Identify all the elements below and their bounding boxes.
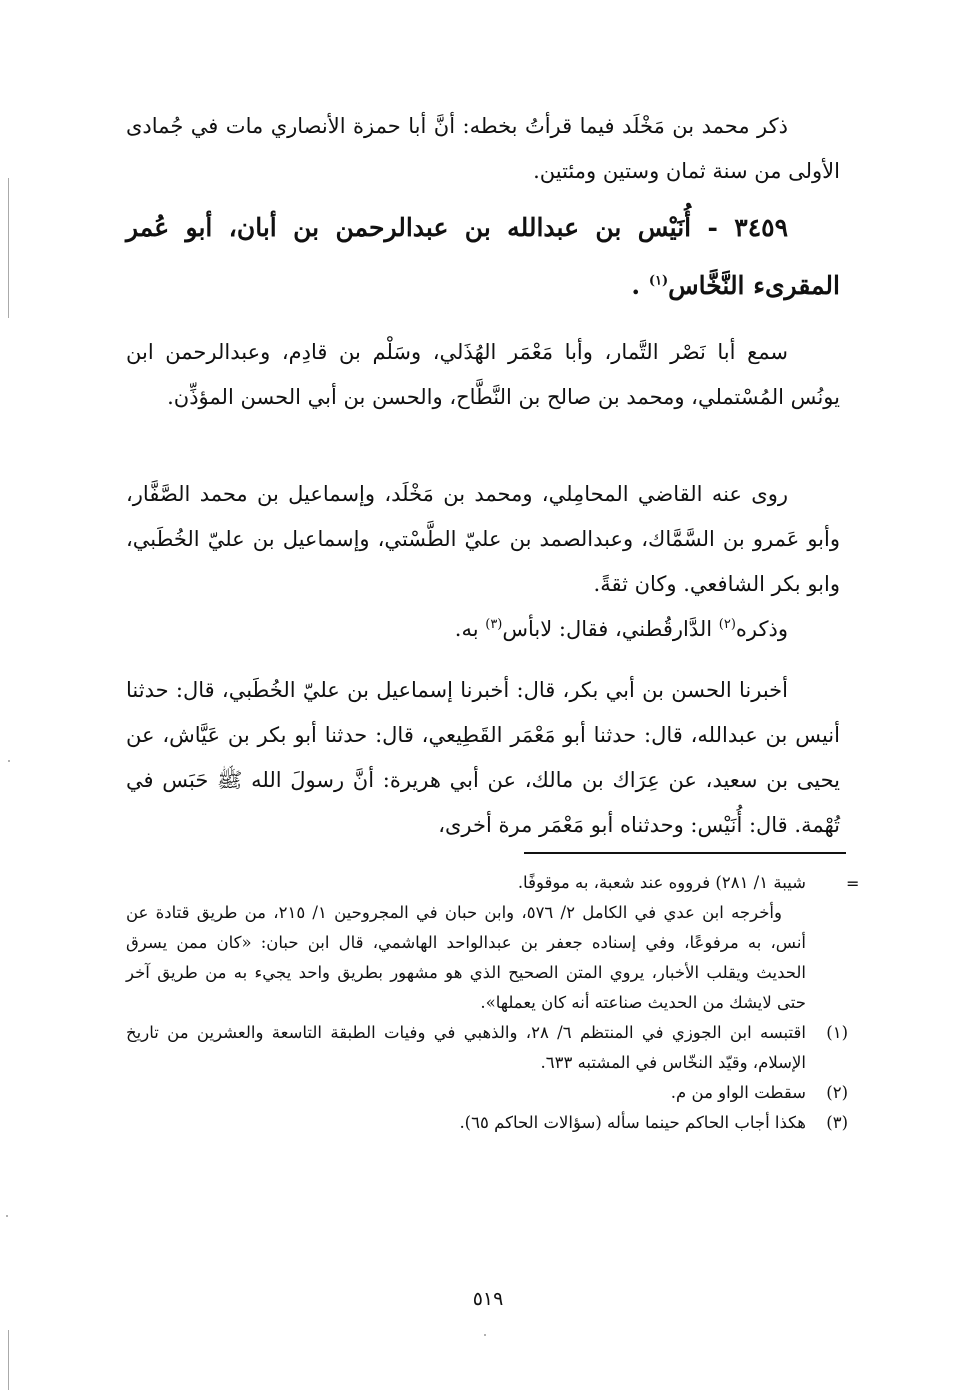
paragraph-narrators	[126, 472, 840, 652]
scan-edge-line	[8, 1330, 9, 1390]
paragraph-heard-from	[126, 330, 840, 420]
heading-title: ٣٤٥٩ - أُنَيْس بن عبدالله بن عبدالرحمن بن أبان، أبو عُمر المقرىء النَّخَّاس	[126, 213, 840, 300]
p3-part: الدَّارقُطني، فقال: لابأس	[502, 617, 719, 641]
intro-paragraph	[126, 104, 840, 194]
footnote-continuation-line: شيبة ١/ ٢٨١) فرووه عند شعبة، به موقوفًا.	[517, 873, 806, 892]
paragraph-daraqutni	[126, 607, 840, 652]
footnote-3	[126, 1108, 848, 1138]
footnote-1	[126, 1018, 848, 1078]
footnote-text: اقتبسه ابن الجوزي في المنتظم ٦/ ٢٨، والذهبي في وفيات الطبقة التاسعة والعشرين من تاريخ الإسلام، وقيّد النخّاس في المشتبه ٦٣٣.	[126, 1023, 806, 1072]
footnote-number: (٢)	[826, 1083, 848, 1102]
paragraph-text: روى عنه القاضي المحامِلي، ومحمد بن مَخْلَد، وإسماعيل بن محمد الصَّفَّار، وأبو عَمرو بن السَّمَّاك، وعبدالصمد بن عليّ الطَّسْتي، وإسماعيل بن عليّ الخُطَبي، وابو بكر الشافعي. وكان ثقةً.	[126, 482, 840, 596]
footnote-2	[126, 1078, 848, 1108]
footnote-ref-3: (٣)	[485, 617, 503, 632]
footnote-text: هكذا أجاب الحاكم حينما سأله (سؤالات الحاكم ٦٥).	[459, 1113, 806, 1132]
footnotes-section	[126, 868, 848, 1138]
footnote-separator	[524, 852, 846, 854]
paragraph-hadith	[126, 668, 840, 848]
scan-edge-line	[8, 178, 9, 318]
footnote-number: (٣)	[826, 1113, 848, 1132]
footnote-ref-2: (٢)	[718, 617, 736, 632]
paragraph-text: أخبرنا الحسن بن أبي بكر، قال: أخبرنا إسماعيل بن عليّ الخُطَبي، قال: حدثنا أنيس بن عبدالله، قال: حدثنا أبو مَعْمَر القَطِيعي، قال: حدثنا أبو بكر بن عَيَّاش، عن يحيى بن سعيد، عن عِرَاك بن مالك، عن أبي هريرة: أنَّ رسولَ الله ﷺ حَبَس في تُهْمة. قال: أُنَيْس: وحدثناه أبو مَعْمَر مرة أخرى،	[126, 678, 840, 837]
page-number: ٥١٩	[472, 1288, 504, 1310]
p3-part: وذكره	[735, 617, 788, 641]
footnote-number: (١)	[826, 1023, 848, 1042]
paragraph-text: سمع أبا نَصْر التَّمار، وأبا مَعْمَر الهُذَلي، وسَلْم بن قادِم، وعبدالرحمن ابن يونُس المُسْتملي، ومحمد بن صالح بن النَّطَّاح، والحسن بن أبي الحسن المؤذِّن.	[126, 340, 840, 409]
scan-speck	[484, 1334, 486, 1336]
footnote-continuation-para: وأخرجه ابن عدي في الكامل ٢/ ٥٧٦، وابن حبان في المجروحين ١/ ٢١٥، من طريق قتادة عن أنس، به مرفوعًا، وفي إسناده جعفر بن عبدالواحد الهاشمي، قال ابن حبان: «كان ممن يسرق الحديث ويقلب الأخبار، يروي المتن الصحيح الذي هو مشهور بطريق واحد يجيء به من طريق آخر حتى لايشك من الحديث صناعته أنه كان يعملها».	[126, 903, 806, 1012]
footnote-ref-1: (١)	[648, 273, 669, 289]
entry-heading	[126, 199, 840, 315]
heading-end: .	[631, 271, 649, 300]
scan-speck	[6, 1215, 8, 1217]
continuation-mark: =	[846, 874, 860, 893]
footnote-text: سقطت الواو من م.	[670, 1083, 806, 1102]
p3-part: به.	[454, 617, 486, 641]
intro-text: ذكر محمد بن مَخْلَد فيما قرأتُ بخطه: أنَّ أبا حمزة الأنصاري مات في جُمادى الأولى من سنة ثمان وستين ومئتين.	[126, 114, 840, 183]
entry-heading-text	[126, 199, 840, 315]
scan-speck	[8, 760, 10, 762]
